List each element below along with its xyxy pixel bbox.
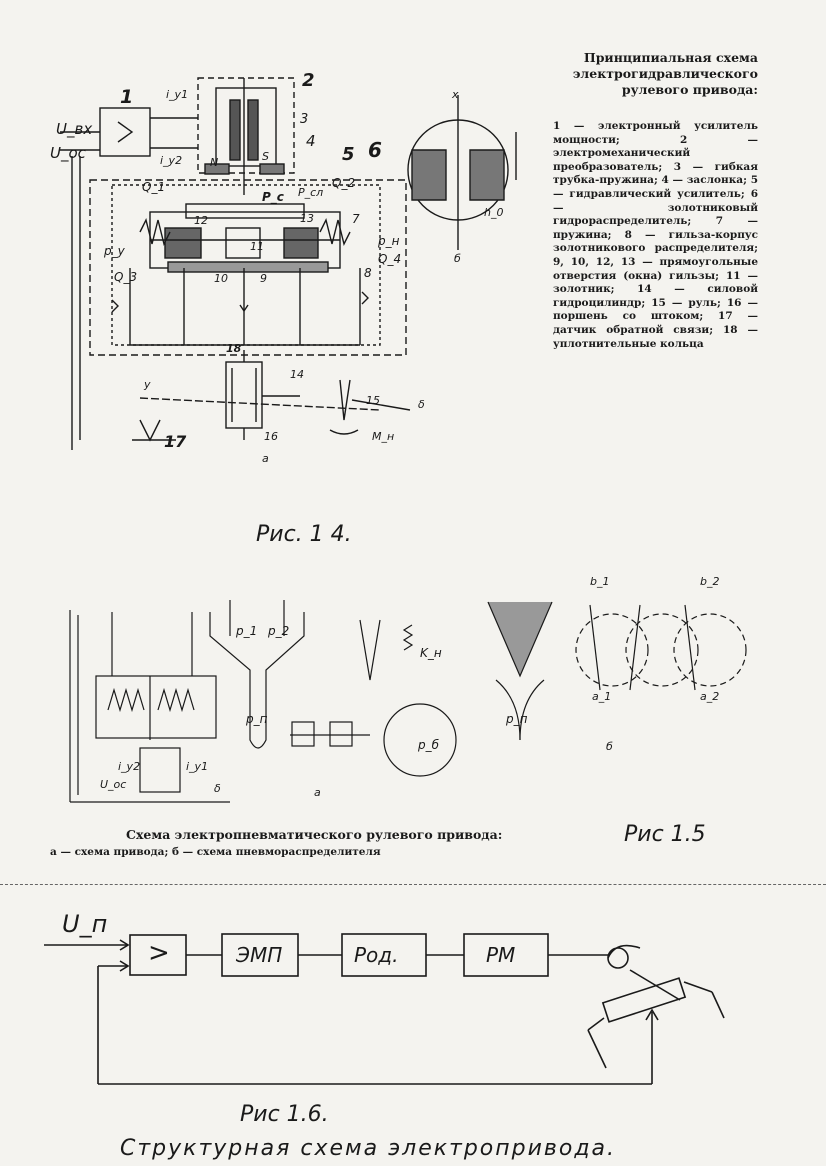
fig16-emp-label: ЭМП <box>236 943 283 967</box>
label-16: 16 <box>264 430 278 443</box>
label-2: 2 <box>302 70 315 91</box>
label-delta: δ <box>418 398 425 411</box>
label-6: 6 <box>368 138 382 162</box>
figure-1-6-caption: Структурная схема электропривода. <box>120 1136 617 1161</box>
label-s-pole: S <box>262 150 269 163</box>
label-q1: Q_1 <box>142 180 166 194</box>
label-iy2: i_y2 <box>160 154 183 167</box>
label-4: 4 <box>306 132 316 150</box>
label-q3: Q_3 <box>114 270 138 284</box>
label-fig15-pn: p_п <box>246 712 268 726</box>
label-8: 8 <box>364 266 372 280</box>
label-12: 12 <box>194 214 208 227</box>
label-x: x <box>452 88 459 101</box>
label-10: 10 <box>214 272 228 285</box>
label-b: б <box>454 252 461 265</box>
label-pn: p_н <box>378 234 400 248</box>
figure-1-4-caption: Рис. 1 4. <box>256 522 352 547</box>
feedback-potentiometer <box>603 978 685 1022</box>
label-fig15-p1: p_1 <box>236 624 258 638</box>
label-13: 13 <box>300 212 314 225</box>
label-mn: М_н <box>372 430 395 443</box>
figure-1-5-label: Рис 1.5 <box>624 822 706 847</box>
label-pcn: P_сл <box>298 186 324 199</box>
label-fig15-iy1: i_у1 <box>186 760 209 773</box>
label-fig15-a2: a_2 <box>700 690 720 703</box>
label-fig15-a: а <box>314 786 321 799</box>
label-u-in: U_вх <box>56 120 93 138</box>
label-fig15-pn-right: p_п <box>506 712 528 726</box>
label-fig15-a1: a_1 <box>592 690 612 703</box>
figure-1-5-caption-line2: а — схема привода; б — схема пневмораспределителя <box>50 846 381 858</box>
fig16-reducer-label: Род. <box>354 943 399 967</box>
label-pc: P_c <box>262 190 284 204</box>
label-fig15-delta: δ <box>214 782 221 795</box>
label-fig15-b1: b_1 <box>590 575 610 588</box>
figure-1-6-label: Рис 1.6. <box>240 1102 329 1127</box>
label-u-oc: U_ос <box>50 144 86 162</box>
label-18: 18 <box>226 342 242 355</box>
label-fig15-iy2: i_у2 <box>118 760 141 773</box>
label-fig15-uoc: U_ос <box>100 778 127 791</box>
label-17: 17 <box>164 432 187 451</box>
label-1: 1 <box>120 86 134 108</box>
fig16-input-label: U_п <box>62 910 108 938</box>
output-shaft <box>608 948 628 968</box>
label-11: 11 <box>250 240 264 253</box>
label-n-pole: N <box>210 156 219 169</box>
label-fig15-pb: p_б <box>418 738 440 752</box>
figure-1-4-legend: 1 — электронный усилитель мощности; 2 — электромеханический преобразователь; 3 — гибкая трубка-пружина; 4 — заслонка; 5 — гидравлический усилитель; 6 — золотниковый гидрораспределитель; 7 — пружина; 8 — гильза-корпус золотникового распределителя; 9, 10, 12, 13 — прямоугольные отверстия (окна) гильзы; 11 — золотник; 14 — силовой гидроцилиндр; 15 — руль; 16 — поршень со штоком; 17 — датчик обратной связи; 18 — уплотнительные кольца <box>553 120 758 350</box>
fig16-rm-label: РМ <box>486 943 516 967</box>
label-q2: Q_2 <box>332 176 356 190</box>
fig16-amp-symbol: > <box>148 938 170 968</box>
label-h0: h_0 <box>484 206 504 219</box>
label-iy1: i_y1 <box>166 88 189 101</box>
label-a: а <box>262 452 269 465</box>
label-py: p_у <box>104 244 125 258</box>
figure-1-4-title: Принципиальная схема электрогидравлического рулевого привода: <box>572 50 758 97</box>
label-9: 9 <box>260 272 267 285</box>
label-fig15-p2: p_2 <box>268 624 290 638</box>
label-7: 7 <box>352 212 360 226</box>
label-5: 5 <box>342 144 355 165</box>
figure-1-5-caption-line1: Схема электропневматического рулевого привода: <box>126 827 503 842</box>
label-q4: Q_4 <box>378 252 402 266</box>
label-15: 15 <box>366 394 380 407</box>
label-14: 14 <box>290 368 304 381</box>
label-fig15-b: б <box>606 740 613 753</box>
label-fig15-kn: K_н <box>420 646 442 660</box>
label-y: y <box>144 378 151 391</box>
label-3: 3 <box>300 112 309 127</box>
label-fig15-b2: b_2 <box>700 575 720 588</box>
